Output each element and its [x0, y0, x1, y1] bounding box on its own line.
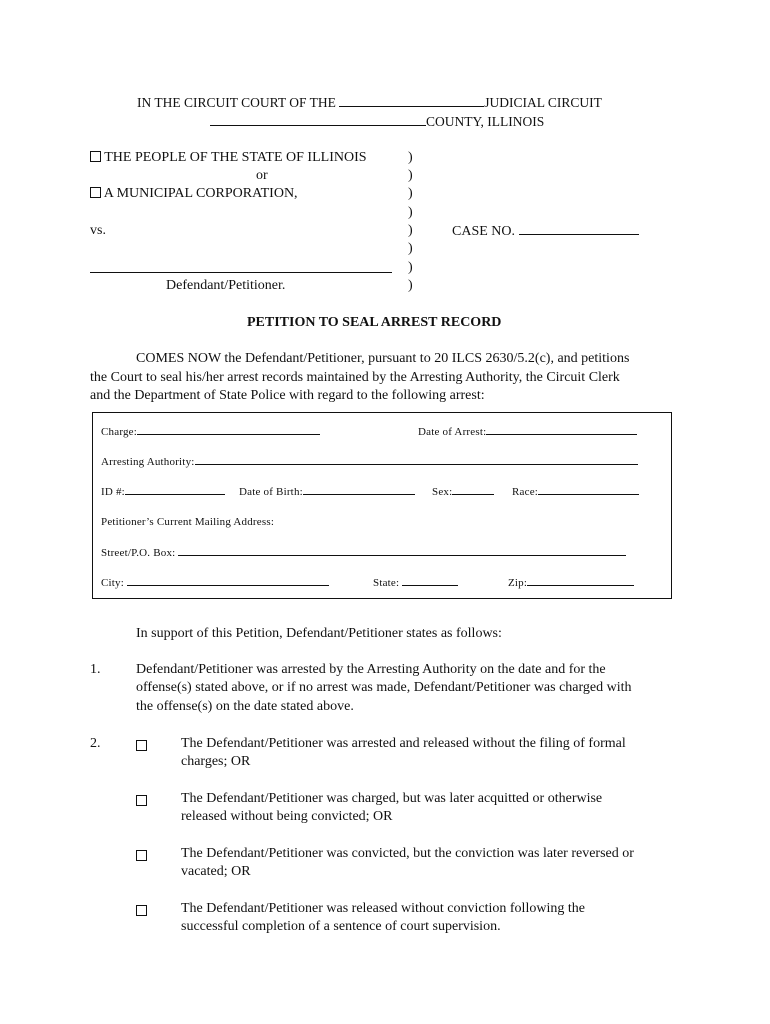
city-field[interactable] — [127, 576, 329, 586]
county-name-field[interactable] — [210, 114, 426, 126]
state-label: State: — [373, 577, 400, 589]
court-prefix: IN THE CIRCUIT COURT OF THE — [137, 95, 336, 110]
paren: ) — [408, 168, 413, 183]
date-of-arrest-field[interactable] — [486, 425, 637, 435]
item-2-number: 2. — [90, 736, 101, 751]
option-d-line1: The Defendant/Petitioner was released without conviction following the — [181, 901, 585, 916]
arresting-authority-label: Arresting Authority: — [101, 456, 195, 468]
people-option — [90, 150, 367, 166]
street-field[interactable] — [178, 546, 626, 556]
sex-row — [432, 485, 494, 498]
street-row — [101, 546, 626, 559]
defendant-label: Defendant/Petitioner. — [166, 278, 286, 293]
or-text: or — [256, 168, 268, 183]
race-label: Race: — [512, 486, 539, 498]
option-a-line1: The Defendant/Petitioner was arrested and released without the filing of formal — [181, 736, 626, 751]
item-1-number: 1. — [90, 662, 101, 677]
option-b-line2: released without being convicted; OR — [181, 809, 393, 824]
option-c-checkbox[interactable] — [136, 847, 147, 865]
case-no-field[interactable] — [519, 223, 639, 235]
paren: ) — [408, 205, 413, 220]
court-heading-line2 — [210, 114, 544, 130]
circuit-suffix: JUDICIAL CIRCUIT — [484, 95, 602, 110]
case-no-label: CASE NO. — [452, 224, 516, 239]
intro-line2: the Court to seal his/her arrest records maintained by the Arresting Authority, the Circuit Clerk — [90, 370, 620, 385]
arresting-authority-field[interactable] — [195, 455, 638, 465]
people-checkbox[interactable] — [90, 151, 101, 162]
item-1-line1: Defendant/Petitioner was arrested by the Arresting Authority on the date and for the — [136, 662, 606, 677]
intro-line1: COMES NOW the Defendant/Petitioner, pursuant to 20 ILCS 2630/5.2(c), and petitions — [136, 351, 630, 366]
paren: ) — [408, 260, 413, 275]
arresting-authority-row — [101, 455, 638, 468]
intro-line3: and the Department of State Police with regard to the following arrest: — [90, 388, 485, 403]
municipal-option — [90, 186, 298, 202]
item-1-line2: offense(s) stated above, or if no arrest was made, Defendant/Petitioner was charged with — [136, 680, 632, 695]
zip-field[interactable] — [527, 576, 634, 586]
option-b-line1: The Defendant/Petitioner was charged, but was later acquitted or otherwise — [181, 791, 603, 806]
option-a-checkbox[interactable] — [136, 737, 147, 755]
street-label: Street/P.O. Box: — [101, 547, 176, 559]
option-c-line1: The Defendant/Petitioner was convicted, but the conviction was later reversed or — [181, 846, 634, 861]
charge-label: Charge: — [101, 426, 138, 438]
state-field[interactable] — [402, 576, 458, 586]
option-d-checkbox[interactable] — [136, 902, 147, 920]
paren: ) — [408, 223, 413, 238]
municipal-checkbox[interactable] — [90, 187, 101, 198]
court-heading-line1 — [137, 95, 602, 111]
vs-text: vs. — [90, 223, 106, 238]
state-row — [373, 576, 458, 589]
charge-row — [101, 425, 320, 438]
id-label: ID #: — [101, 486, 125, 498]
people-label: THE PEOPLE OF THE STATE OF ILLINOIS — [104, 150, 367, 165]
paren: ) — [408, 150, 413, 165]
paren: ) — [408, 278, 413, 293]
circuit-number-field[interactable] — [339, 95, 484, 107]
support-statement: In support of this Petition, Defendant/Petitioner states as follows: — [136, 626, 502, 641]
item-1-line3: the offense(s) on the date stated above. — [136, 699, 354, 714]
case-no — [452, 223, 639, 240]
date-of-arrest-label: Date of Arrest: — [418, 426, 487, 438]
mailing-address-label: Petitioner’s Current Mailing Address: — [101, 516, 275, 528]
id-row — [101, 485, 225, 498]
paren: ) — [408, 186, 413, 201]
option-d-line2: successful completion of a sentence of court supervision. — [181, 919, 501, 934]
arrest-info-box — [92, 412, 672, 599]
defendant-name-field[interactable] — [90, 272, 392, 273]
option-b-checkbox[interactable] — [136, 792, 147, 810]
race-row — [512, 485, 639, 498]
city-row — [101, 576, 329, 589]
zip-label: Zip: — [508, 577, 528, 589]
option-c-line2: vacated; OR — [181, 864, 251, 879]
charge-field[interactable] — [137, 425, 320, 435]
dob-row — [239, 485, 415, 498]
arrest-date-row — [418, 425, 637, 438]
city-label: City: — [101, 577, 125, 589]
race-field[interactable] — [538, 485, 639, 495]
sex-label: Sex: — [432, 486, 453, 498]
municipal-label: A MUNICIPAL CORPORATION, — [103, 186, 298, 201]
petition-title: PETITION TO SEAL ARREST RECORD — [247, 315, 502, 330]
county-suffix: COUNTY, ILLINOIS — [426, 114, 545, 129]
id-field[interactable] — [125, 485, 225, 495]
paren: ) — [408, 241, 413, 256]
option-a-line2: charges; OR — [181, 754, 251, 769]
zip-row — [508, 576, 634, 589]
dob-field[interactable] — [303, 485, 415, 495]
sex-field[interactable] — [452, 485, 494, 495]
dob-label: Date of Birth: — [239, 486, 303, 498]
